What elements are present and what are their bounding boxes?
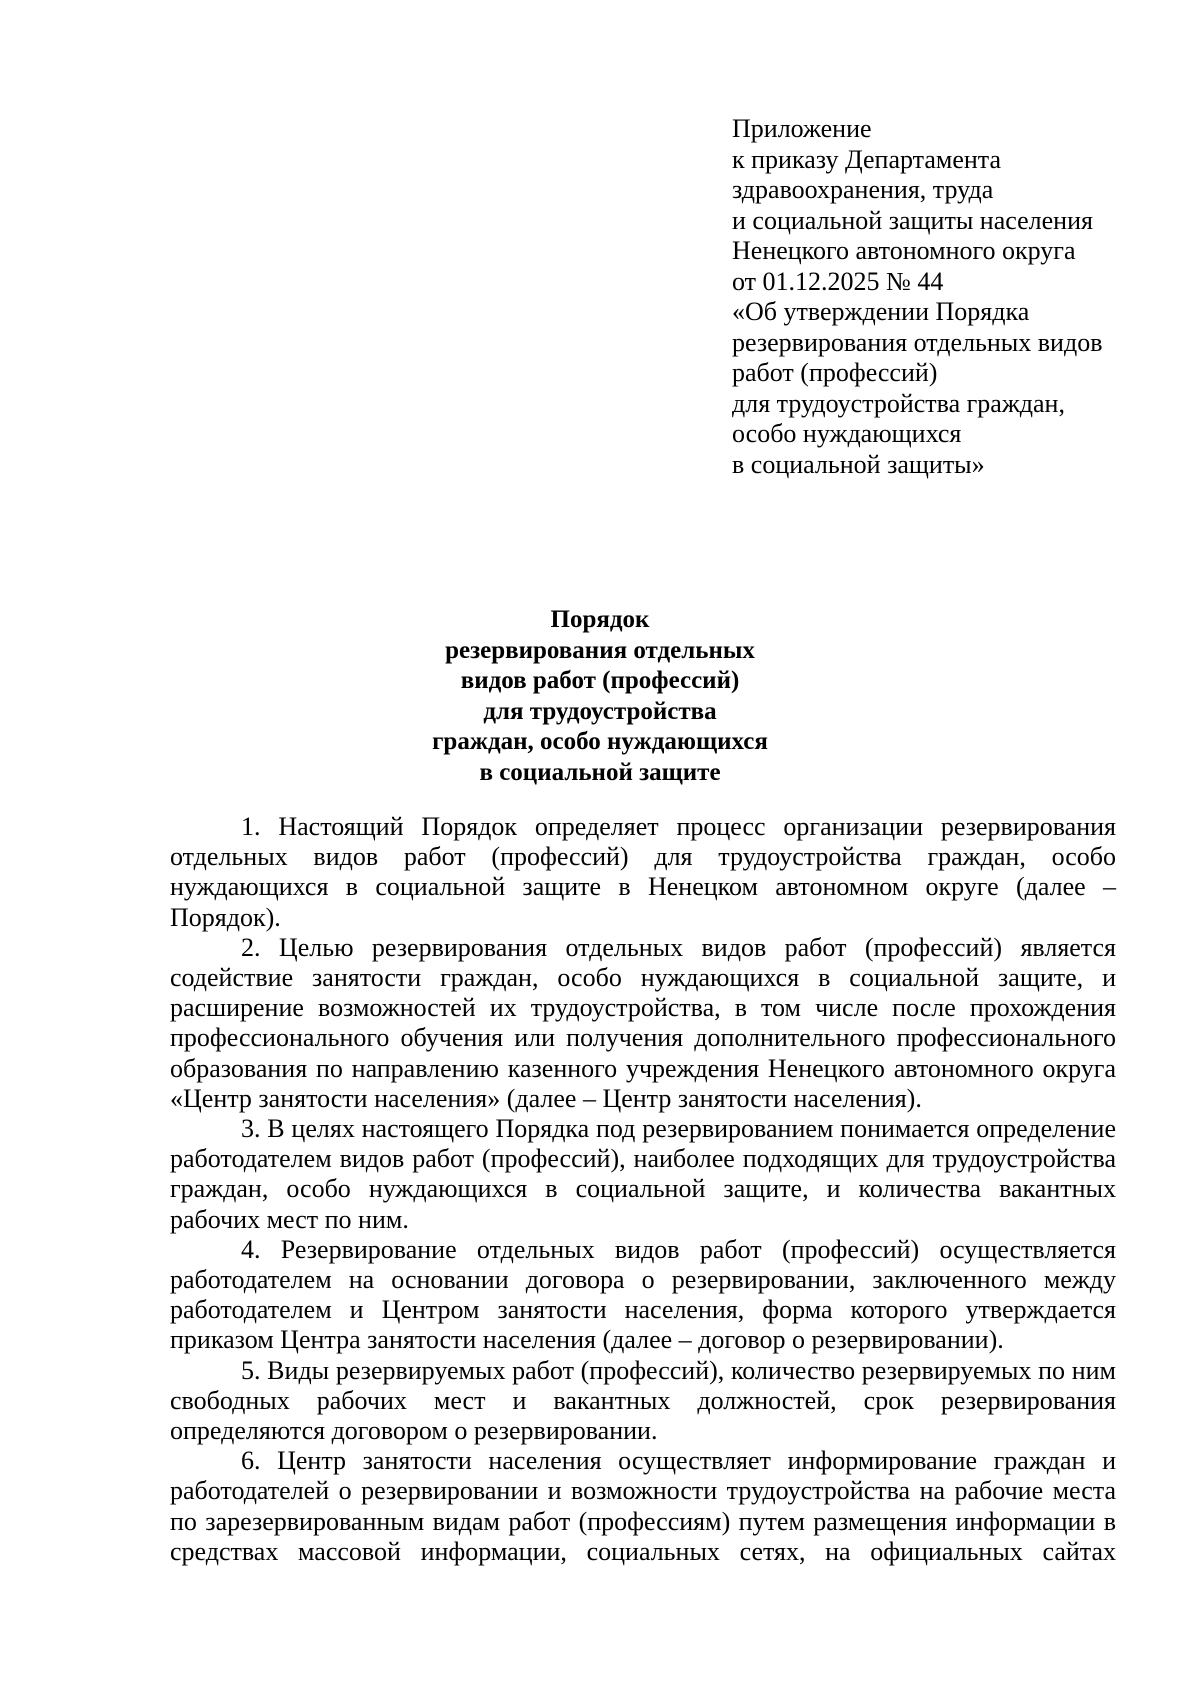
- appendix-line: для трудоустройства граждан,: [732, 388, 1065, 418]
- appendix-line: работ (профессий): [732, 358, 938, 387]
- appendix-line: Приложение: [732, 114, 872, 143]
- title-line: резервирования отдельных: [445, 636, 755, 664]
- title-line: граждан, особо нуждающихся: [432, 728, 768, 755]
- title-line: Порядок: [550, 606, 650, 633]
- title-line: видов работ (профессий): [460, 667, 740, 694]
- title-line: в социальной защите: [479, 758, 721, 786]
- appendix-line: и социальной защиты населения: [732, 205, 1093, 235]
- document-title: [300, 605, 900, 788]
- paragraph-5: 5. Виды резервируемых работ (профессий), количество резервируемых по ним свободных рабочих мест и вакантных должностей, срок резервирования определяются договором о резервировании.: [170, 1355, 1116, 1446]
- appendix-line: «Об утверждении Порядка: [732, 297, 1030, 326]
- appendix-line: в социальной защиты»: [732, 449, 985, 479]
- appendix-line: Ненецкого автономного округа: [732, 236, 1076, 265]
- paragraph-2: 2. Целью резервирования отдельных видов работ (профессий) является содействие занятости граждан, особо нуждающихся в социальной защите, и расширение возможностей их трудоустройства, в том числе после прохождения профессионального обучения или получения дополнительного профессионального образования по направлению казенного учреждения Ненецкого автономного округа «Центр занятости населения» (далее – Центр занятости населения).: [170, 932, 1116, 1113]
- paragraph-1: 1. Настоящий Порядок определяет процесс организации резервирования отдельных видов работ (профессий) для трудоустройства граждан, особо нуждающихся в социальной защите в Ненецком автономном округе (далее – Порядок).: [170, 812, 1116, 932]
- document-body: [170, 812, 1116, 1567]
- appendix-line: от 01.12.2025 № 44: [732, 266, 944, 296]
- title-line: для трудоустройства: [483, 697, 717, 725]
- appendix-line: здравоохранения, труда: [732, 175, 994, 204]
- appendix-line: резервирования отдельных видов: [732, 327, 1103, 357]
- appendix-line: особо нуждающихся: [732, 419, 962, 448]
- paragraph-6: 6. Центр занятости населения осуществляет информирование граждан и работодателей о резервировании и возможности трудоустройства на рабочие места по зарезервированным видам работ (профессиям) путем размещения информации в средствах массовой информации, социальных сетях, на официальных сайтах: [170, 1446, 1116, 1566]
- paragraph-3: 3. В целях настоящего Порядка под резервированием понимается определение работодателем видов работ (профессий), наиболее подходящих для трудоустройства граждан, особо нуждающихся в социальной защите, и количества вакантных рабочих мест по ним.: [170, 1114, 1116, 1234]
- paragraph-4: 4. Резервирование отдельных видов работ (профессий) осуществляется работодателем на основании договора о резервировании, заключенного между работодателем и Центром занятости населения, форма которого утверждается приказом Центра занятости населения (далее – договор о резервировании).: [170, 1234, 1116, 1355]
- appendix-header: [732, 114, 1172, 480]
- appendix-line: к приказу Департамента: [732, 144, 1002, 174]
